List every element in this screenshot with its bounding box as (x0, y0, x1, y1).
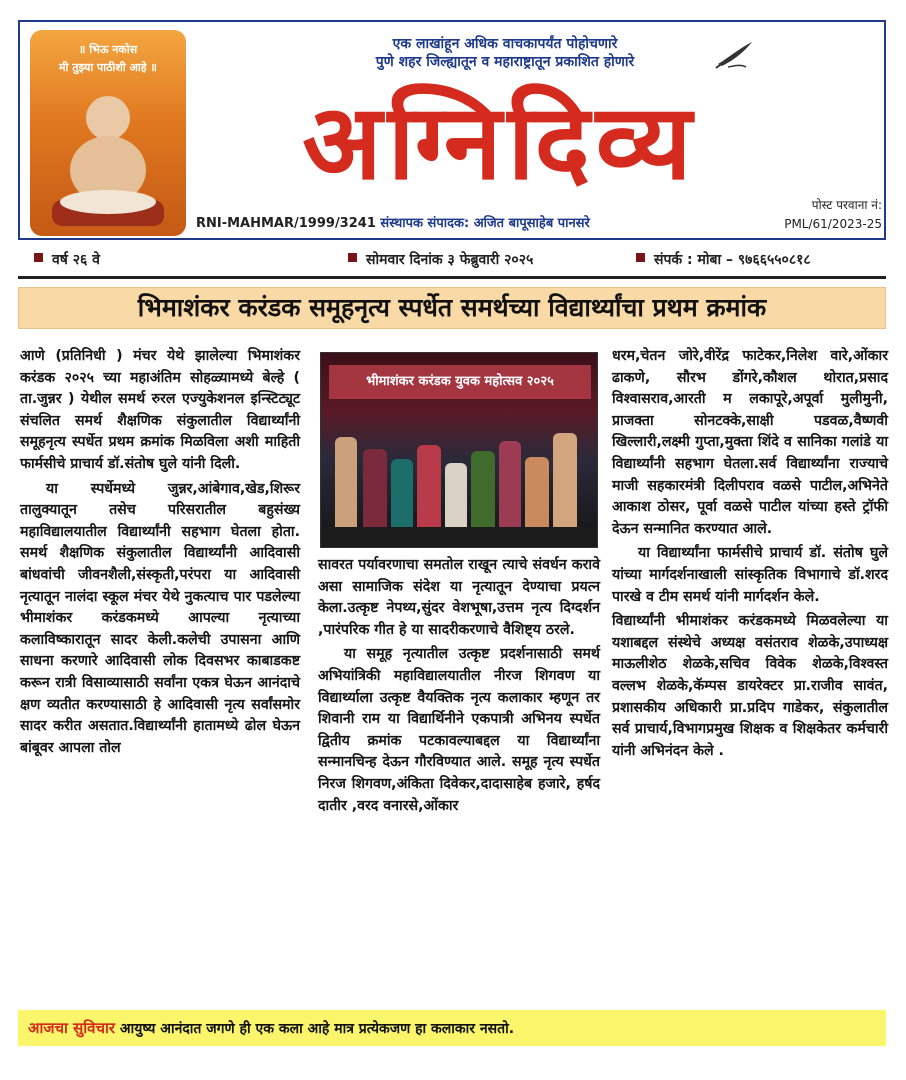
saint-portrait-image (30, 30, 186, 236)
postal-license (726, 196, 882, 234)
photo-figure (391, 459, 413, 529)
photo-figure (471, 451, 495, 529)
article-paragraph: आणे (प्रतिनिधी ) मंचर येथे झालेल्या भिमाशंकर करंडक २०२५ च्या महाअंतिम सोहळ्यामध्ये बेल्हे ( ता.जुन्नर ) येथील समर्थ रुरल एज्युकेशनल इन्स्टिट्यूट संचलित समर्थ शैक्षणिक संकुलातील विद्यार्थ्यांनी समूहनृत्य स्पर्धेत प्रथम क्रमांक मिळविला अशी माहिती फार्मसीचे प्राचार्य डॉ.संतोष घुले यांनी दिली. (20, 348, 300, 472)
article-column-1 (20, 346, 300, 762)
article-headline: भिमाशंकर करंडक समूहनृत्य स्पर्धेत समर्थच्या विद्यार्थ्यांचा प्रथम क्रमांक (18, 287, 886, 329)
article-paragraph: या समूह नृत्यातील उत्कृष्ट प्रदर्शनासाठी समर्थ अभियांत्रिकी महाविद्यालयातील नीरज शिगवण या विद्यार्थ्याला उत्कृष्ट वैयक्तिक नृत्य कलाकार म्हणून तर शिवानी राम या विद्यार्थिनीने एकपात्री अभिनय स्पर्धेत द्वितीय क्रमांक पटकावल्याबद्दल या विद्यार्थ्यांना सन्मानचिन्ह देऊन गौरविण्यात आले. समूह नृत्य स्पर्धेत निरज शिगवण,अंकिता दिवेकर,दादासाहेब हजारे, हर्षद दातीर ,वरद वनारसे,ओंकार (318, 646, 600, 814)
photo-figure (553, 433, 577, 529)
saint-figure-illustration (30, 30, 186, 236)
article-paragraph: धरम,चेतन जोरे,वीरेंद्र फाटेकर,निलेश वारे,ओंकार ढाकणे, सौरभ डोंगरे,कौशल थोरात,प्रसाद विश्वासराव,आरती म लकापूरे,अपूर्वा मुलीमुनी, प्राजक्ता सोनटक्के,साक्षी पडवळ,वैष्णवी खिल्लारी,लक्ष्मी गुप्ता,मुक्ता शिंदे व सानिका गलांडे या विद्यार्थ्यांनी सहभाग घेतला.सर्व विद्यार्थ्यांना राज्याचे माजी सहकारमंत्री दिलीपराव वळसे पाटील,अभिनेते आकाश ठोसर, पूर्वा वळसे पाटील यांच्या हस्ते ट्रॉफी देऊन सन्मानित करण्यात आले. (612, 348, 888, 537)
thought-text: आयुष्य आनंदात जगणे ही एक कला आहे मात्र प्रत्येकजण हा कलाकार नसतो. (119, 1021, 515, 1037)
masthead-tagline-2: पुणे शहर जिल्ह्यातून व महाराष्ट्रातून प्रकाशित होणारे (375, 54, 635, 70)
article-column-2 (318, 555, 600, 820)
event-photo (320, 352, 598, 548)
info-bar (18, 244, 886, 274)
bullet-marker (636, 253, 645, 262)
photo-figure (417, 445, 441, 529)
contact-number: संपर्क : मोबा – ९७६६५५०८१८ (654, 252, 811, 268)
editor-name: अजित बापूसाहेब पानसरे (473, 216, 590, 231)
portrait-quote-line1: ॥ भिऊ नकोस (78, 43, 138, 56)
quill-pen-icon (714, 40, 756, 70)
postal-number: PML/61/2023-25 (784, 217, 882, 231)
photo-stage-banner: भीमाशंकर करंडक युवक महोत्सव २०२५ (329, 365, 591, 399)
rni-line (196, 213, 590, 231)
thought-label: आजचा सुविचार (28, 1019, 116, 1037)
article-paragraph: या विद्यार्थ्यांना फार्मसीचे प्राचार्य डॉ. संतोष घुले यांच्या मार्गदर्शनाखाली सांस्कृतिक विभागाचे डॉ.शरद पारखे व टीम समर्थ यांनी मार्गदर्शन केले. (612, 545, 888, 605)
photo-figure (525, 457, 549, 529)
masthead-tagline-1: एक लाखांहून अधिक वाचकापर्यंत पोहोचणारे (392, 36, 618, 52)
photo-figure (499, 441, 521, 529)
header-divider (18, 276, 886, 279)
newspaper-logo: अग्निदिव्य (302, 80, 698, 203)
article-column-3 (612, 346, 888, 765)
photo-stage-floor (321, 527, 598, 547)
article-paragraph: या स्पर्धेमध्ये जुन्नर,आंबेगाव,खेड,शिरूर तालुक्यातून तसेच परिसरातील बहुसंख्य महाविद्यालयातील विद्यार्थ्यांनी सहभाग घेतला होता. समर्थ शैक्षणिक संकुलातील विद्यार्थ्यांनी आदिवासी बांधवांची जीवनशैली,संस्कृती,परंपरा या आदिवासी नृत्यातून नालंदा स्कूल मंचर येथे नुकत्याच पार पडलेल्या भीमाशंकर करंडकमध्ये आपल्या नृत्याच्या कलाविष्कारातून सादर केली.कलेची उपासना आणि साधना करणारे आदिवासी लोक दिवसभर काबाडकष्ट करून रात्री विसाव्यासाठी सर्वांना एकत्र घेऊन आनंदाचे क्षण व्यतीत करण्यासाठी हे आदिवासी नृत्य सर्वांसमोर सादर करीत असतात.विद्यार्थ्यांनी हातामध्ये ढोल घेऊन बांबूवर आपला तोल (20, 480, 300, 756)
photo-figure (363, 449, 387, 529)
thought-of-the-day-bar (18, 1010, 886, 1046)
article-paragraph: विद्यार्थ्यांनी भीमाशंकर करंडकमध्ये मिळवलेल्या या यशाबद्दल संस्थेचे अध्यक्ष वसंतराव शेळके,उपाध्यक्ष माऊलीशेठ शेळके,सचिव विवेक शेळके,विश्वस्त वल्लभ शेळके,कॅम्पस डायरेक्टर प्रा.राजीव सावंत, प्रशासकीय अधिकारी प्रा.प्रदिप गाडेकर, संकुलातील सर्व प्राचार्य,विभागप्रमुख शिक्षक व शिक्षकेतर कर्मचारी यांनी अभिनंदन केले . (612, 613, 888, 759)
founder-label: संस्थापक संपादक: (380, 216, 470, 231)
photo-figure (445, 463, 467, 529)
issue-date: सोमवार दिनांक ३ फेब्रुवारी २०२५ (366, 252, 534, 268)
photo-figure (335, 437, 357, 529)
bullet-marker (348, 253, 357, 262)
volume-year: वर्ष २६ वे (52, 252, 100, 268)
portrait-quote-line2: मी तुझ्या पाठीशी आहे ॥ (58, 61, 158, 74)
bullet-marker (34, 253, 43, 262)
postal-label: पोस्ट परवाना नं: (811, 198, 882, 212)
rni-number: RNI-MAHMAR/1999/3241 (196, 216, 376, 231)
article-paragraph: सावरत पर्यावरणाचा समतोल राखून त्याचे संवर्धन करावे असा सामाजिक संदेश या नृत्यातून देण्याचा प्रयत्न केला.उत्कृष्ट नेपथ्य,सुंदर वेशभूषा,उत्तम नृत्य दिग्दर्शन ,पारंपरिक गीत हे या सादरीकरणाचे वैशिष्ट्य ठरले. (318, 557, 600, 638)
